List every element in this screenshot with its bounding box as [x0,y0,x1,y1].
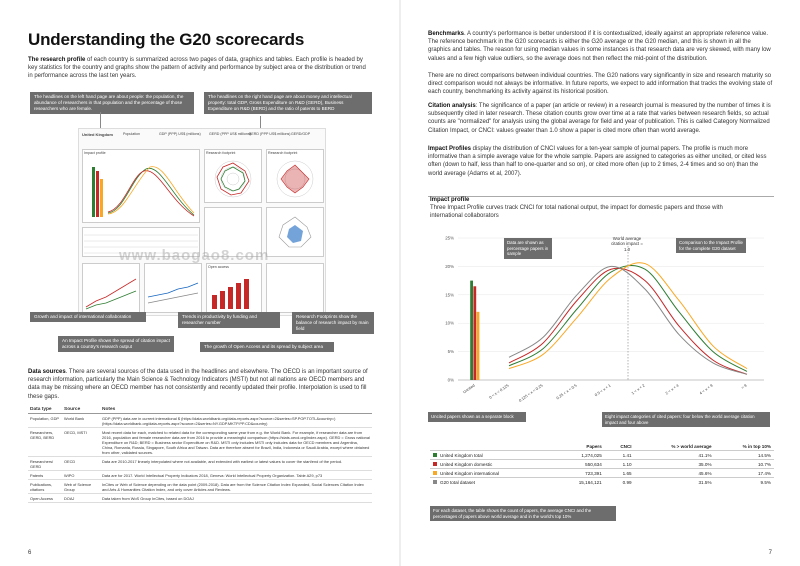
table-row [28,414,372,428]
table-cell: 550,634 [555,460,605,469]
uncited-bar [477,312,480,380]
impact-profiles-paragraph [428,145,774,178]
table-row [430,451,774,460]
table-cell: Researchers/ GERD [28,457,62,471]
y-tick-label: 0% [447,377,454,383]
chart-heading: Impact profile [430,197,470,203]
chart-callout-uncited: Uncited papers shown as a separate block [428,412,526,422]
table-cell: 1,274,025 [555,451,605,460]
table-cell: 10.7% [715,460,774,469]
benchmarks-text: . A country's performance is better understood if it is contextualized, ideally against an appropriate reference value. The reference benchmark in the G20 scorecards is either the G20 average or the G20 median, and this is shown in all the graphics and tables. The reason for using median values in some instances is that research data are very skewed, with many low values and a few high value outliers, so the average does not then reflect the mid-point of the distribution. [428,31,771,62]
callout-impact-profile: An Impact Profile shows the spread of citation impact across a country's research output [58,336,174,352]
table-cell: Publications, citations [28,480,62,494]
mock-impact-curves [84,157,198,221]
page-number-left: 6 [28,550,32,556]
mock-stat: BERD (PPP US$ millions) [249,132,291,136]
x-tick-label: 0.25 < x < 0.5 [555,382,578,401]
citation-analysis-paragraph [428,102,774,135]
x-tick-label: > 8 [740,382,748,390]
table-cell: 9.5% [715,478,774,487]
mock-stat: Population [123,132,140,136]
table-row [430,478,774,487]
y-tick-label: 15% [445,292,454,298]
mock-open-access-chart [208,271,260,311]
table-row [28,457,372,471]
table-cell [430,478,555,487]
mock-radar-chart [273,157,317,201]
y-tick-label: 25% [445,235,454,241]
mock-stat: GERD (PPP US$ millions) [209,132,251,136]
legend-swatch [433,480,437,484]
callout-people: The headlines on the left hand page are about people: the population, the abundance of researchers in that population and the percentage of those researchers who are female. [30,92,194,114]
table-header: Data type [28,406,62,414]
chart-callout-percentage: Data are shown as percentage papers in sample [504,238,552,259]
mock-stat: GERD/GDP [291,132,311,136]
table-cell: Data are 2010-2017 linearly interpolated where not available, and extended with earliest or latest values to cover the start/end of the period. [100,457,372,471]
benchmarks-paragraph [428,30,774,63]
data-sources-bold: Data sources [28,369,66,375]
table-cell: Patents [28,471,62,480]
direct-comparisons-paragraph: There are no direct comparisons between individual countries. The G20 nations vary significantly in size and research maturity so direct comparison would not always be informative. In future reports, we expect to add information that tracks the evolving state of each country, benchmarking its activity against its historical position. [428,73,773,96]
table-cell: 723,391 [555,469,605,478]
table-cell: Most recent data for each, matched to related data for the corresponding same year from e.g. the World Bank. For example, if researcher data are from 2016, population and female researcher data are from 2016 to provide a meaningful comparison (https://stats.oecd.org/index.aspx). GERD = Gross national Expenditure on R&D; BERD = Business sector Expenditure on R&D. MSTI only includes MSTI only includes data for OECD members and Argentina, China, Romania, Russia, Singapore, South Africa and Taiwan. Data are therefore absent for Brazil, India, Indonesia or Saudi Arabia, except where obtained from other, validated sources. [100,428,372,457]
mock-country: United Kingdom [82,132,113,137]
data-sources-paragraph [28,368,372,401]
table-cell [430,460,555,469]
world-average-label: World average citation impact = 1.0 [611,236,643,252]
table-cell: Researchers, GERD, BERD [28,428,62,457]
table-cell: 31.5% [635,478,715,487]
table-cell: DOAJ [62,494,100,503]
legend-swatch [433,462,437,466]
legend-swatch [433,471,437,475]
citation-bold: Citation analysis [428,103,476,109]
table-cell: 1.10 [605,460,635,469]
mock-panel-label: Open access [208,265,229,269]
table-header: Papers [586,443,602,449]
mock-panel [266,263,324,313]
mock-panel-label: Research footprint [206,151,236,155]
mock-radar-chart [273,213,317,253]
callout-collaboration: Growth and impact of international collaboration [30,312,146,322]
impact-bold: Impact Profiles [428,146,472,152]
data-sources-text: . There are several sources of the data used in the headlines and elsewhere. The OECD is an important source of research information, particularly the Main Science & Technology Indicators (MSTI) but not all nations are OECD members and data may be missing where an OECD member has not consistently and recently updated their profile. Interpolation is used to fill these gaps. [28,369,368,400]
mock-productivity-chart [146,267,200,311]
table-cell: 1.41 [605,451,635,460]
table-cell [430,469,555,478]
table-header [430,442,555,451]
x-tick-label: 2 < x < 4 [664,382,680,396]
legend-swatch [433,453,437,457]
chart-subheading: Three Impact Profile curves track CNCI for total national output, the impact for domestic papers and those with international collaborators [430,205,723,220]
table-row [28,471,372,480]
callout-open-access: The growth of Open Access and its spread by subject area [200,342,334,352]
benchmarks-bold: Benchmarks [428,31,465,37]
callout-money: The headlines on the right hand page are about money and intellectual property: total GDP, Gross Expenditure on R&D (GERD), Business Expenditure on R&D (BERD) and the ratio of patents to BERD [204,92,372,114]
x-tick-label: Uncited [461,382,476,395]
mock-collab-chart [84,267,138,311]
table-header: % in top 10% [742,443,771,449]
mock-stat: GDP (PPP) US$ (millions) [159,132,201,136]
table-header: % > world average [671,443,712,449]
table-cell: 45.6% [635,469,715,478]
table-cell: 41.1% [635,451,715,460]
table-cell: Web of Science Group [62,480,100,494]
table-cell: Population, GDP [28,414,62,428]
uncited-bar [473,286,476,380]
dataset-name: G20 total dataset [440,479,475,485]
x-tick-label: 0.125 < x < 0.25 [517,382,544,403]
page-number-right: 7 [768,550,772,556]
table-row [430,469,774,478]
table-cell [430,451,555,460]
table-header: Source [62,406,100,414]
impact-profile-table [430,442,774,486]
impact-profile-chart [428,228,772,406]
table-header: CNCI [620,443,632,449]
x-tick-label: 0 < x < 0.125 [488,382,510,400]
data-sources-table [28,406,372,503]
table-cell: 15,164,121 [555,478,605,487]
y-tick-label: 20% [445,263,454,269]
table-cell: 0.99 [605,478,635,487]
impact-profile-svg [428,228,772,406]
intro-text: of each country is summarized across two pages of data, graphics and tables. Each profile is headed by key statistics for the country and graphs show the pattern of activity and performance by subject area or the distribution or trend in performance across the last ten years. [28,57,366,80]
dataset-name: United Kingdom domestic [440,461,493,467]
table-cell: Open Access [28,494,62,503]
dataset-name: United Kingdom total [440,452,483,458]
table-header: Notes [100,406,372,414]
x-tick-label: 4 < x < 8 [698,382,714,396]
mock-panel-label: Research footprint [268,151,298,155]
scorecard-thumbnail [78,128,326,316]
page-title: Understanding the G20 scorecards [28,30,305,49]
table-cell: WIPO [62,471,100,480]
table-cell: InCites or Web of Science depending on the data point (2009-2018). Data are from the Science Citation Index Expanded, Social Sciences Citation Index and Arts & Humanities Citation Index, and only cover Articles and Reviews. [100,480,372,494]
chart-callout-categories: Eight impact categories of cited papers: four below the world average citation impact and four above [602,412,770,427]
table-cell: 17.4% [715,469,774,478]
table-cell: OECD [62,457,100,471]
uncited-bar [470,281,473,380]
table-cell: Data taken from WoS Group InCites, based on DOAJ [100,494,372,503]
impact-text: display the distribution of CNCI values for a ten-year sample of journal papers. The profile is much more informative than a simple average value for the whole sample. Papers are assigned to categories as either uncited, or cited less often (down to half, less than half to one-quarter and so on), or cited more often (up to 2 times, 2-4 times and so on) than the world average (Adams et al, 2007). [428,146,767,177]
watermark: www.baogao8.com [119,247,270,264]
table-cell: 14.5% [715,451,774,460]
dataset-name: United Kingdom international [440,470,499,476]
y-tick-label: 10% [445,320,454,326]
table-cell: OECD, MSTI [62,428,100,457]
table-row [28,428,372,457]
x-tick-label: 0.5 < x < 1 [593,382,612,398]
x-tick-label: 1 < x < 2 [630,382,646,396]
mock-panel-label: Impact profile [84,151,106,155]
intro-bold: The research profile [28,57,86,63]
citation-text: : The significance of a paper (an article or review) in a research journal is measured by the number of times it is subsequently cited in later research. These citation counts grow over time at a rate that varies between research fields, so actual counts are "normalized" for analysis using the global average for field and year of publication. This is called Category Normalized Citation Impact, or CNCI: values greater than 1.0 show a paper is cited more often than world average. [428,103,771,134]
table-cell: Data are for 2017. World Intellectual Property Indicators 2018, Geneva: World Intellectual Property Organization. Table A29, p73 [100,471,372,480]
callout-productivity: Trends in productivity by funding and researcher number [178,312,280,328]
table-cell: 35.0% [635,460,715,469]
table-cell: GDP (PPP) data are in current international $ (https://data.worldbank.org/data-reports.aspx?source=2&series=SP.POP.TOTL&country=) (https://data.worldbank.org/data-reports.aspx?source=2&series=NY.GDP.MKTP.PP.CD&country) [100,414,372,428]
impact-profile-table-body [430,451,774,487]
table-cell: 1.65 [605,469,635,478]
table-row [430,460,774,469]
intro-paragraph [28,56,372,81]
mock-radar-chart [211,157,255,201]
table-row [28,494,372,503]
chart-divider [428,196,774,197]
table-callout: For each dataset, the table shows the count of papers, the average CNCI and the percentages of papers above world average and in the world's top 10% [430,506,616,521]
callout-footprints: Research Footprints show the balance of research impact by main field [292,312,374,334]
data-sources-table-body [28,414,372,503]
y-tick-label: 5% [447,349,454,355]
table-row [28,480,372,494]
table-cell: World Bank [62,414,100,428]
chart-callout-g20: Comparison to the Impact Profile for the complete G20 dataset [676,238,746,253]
